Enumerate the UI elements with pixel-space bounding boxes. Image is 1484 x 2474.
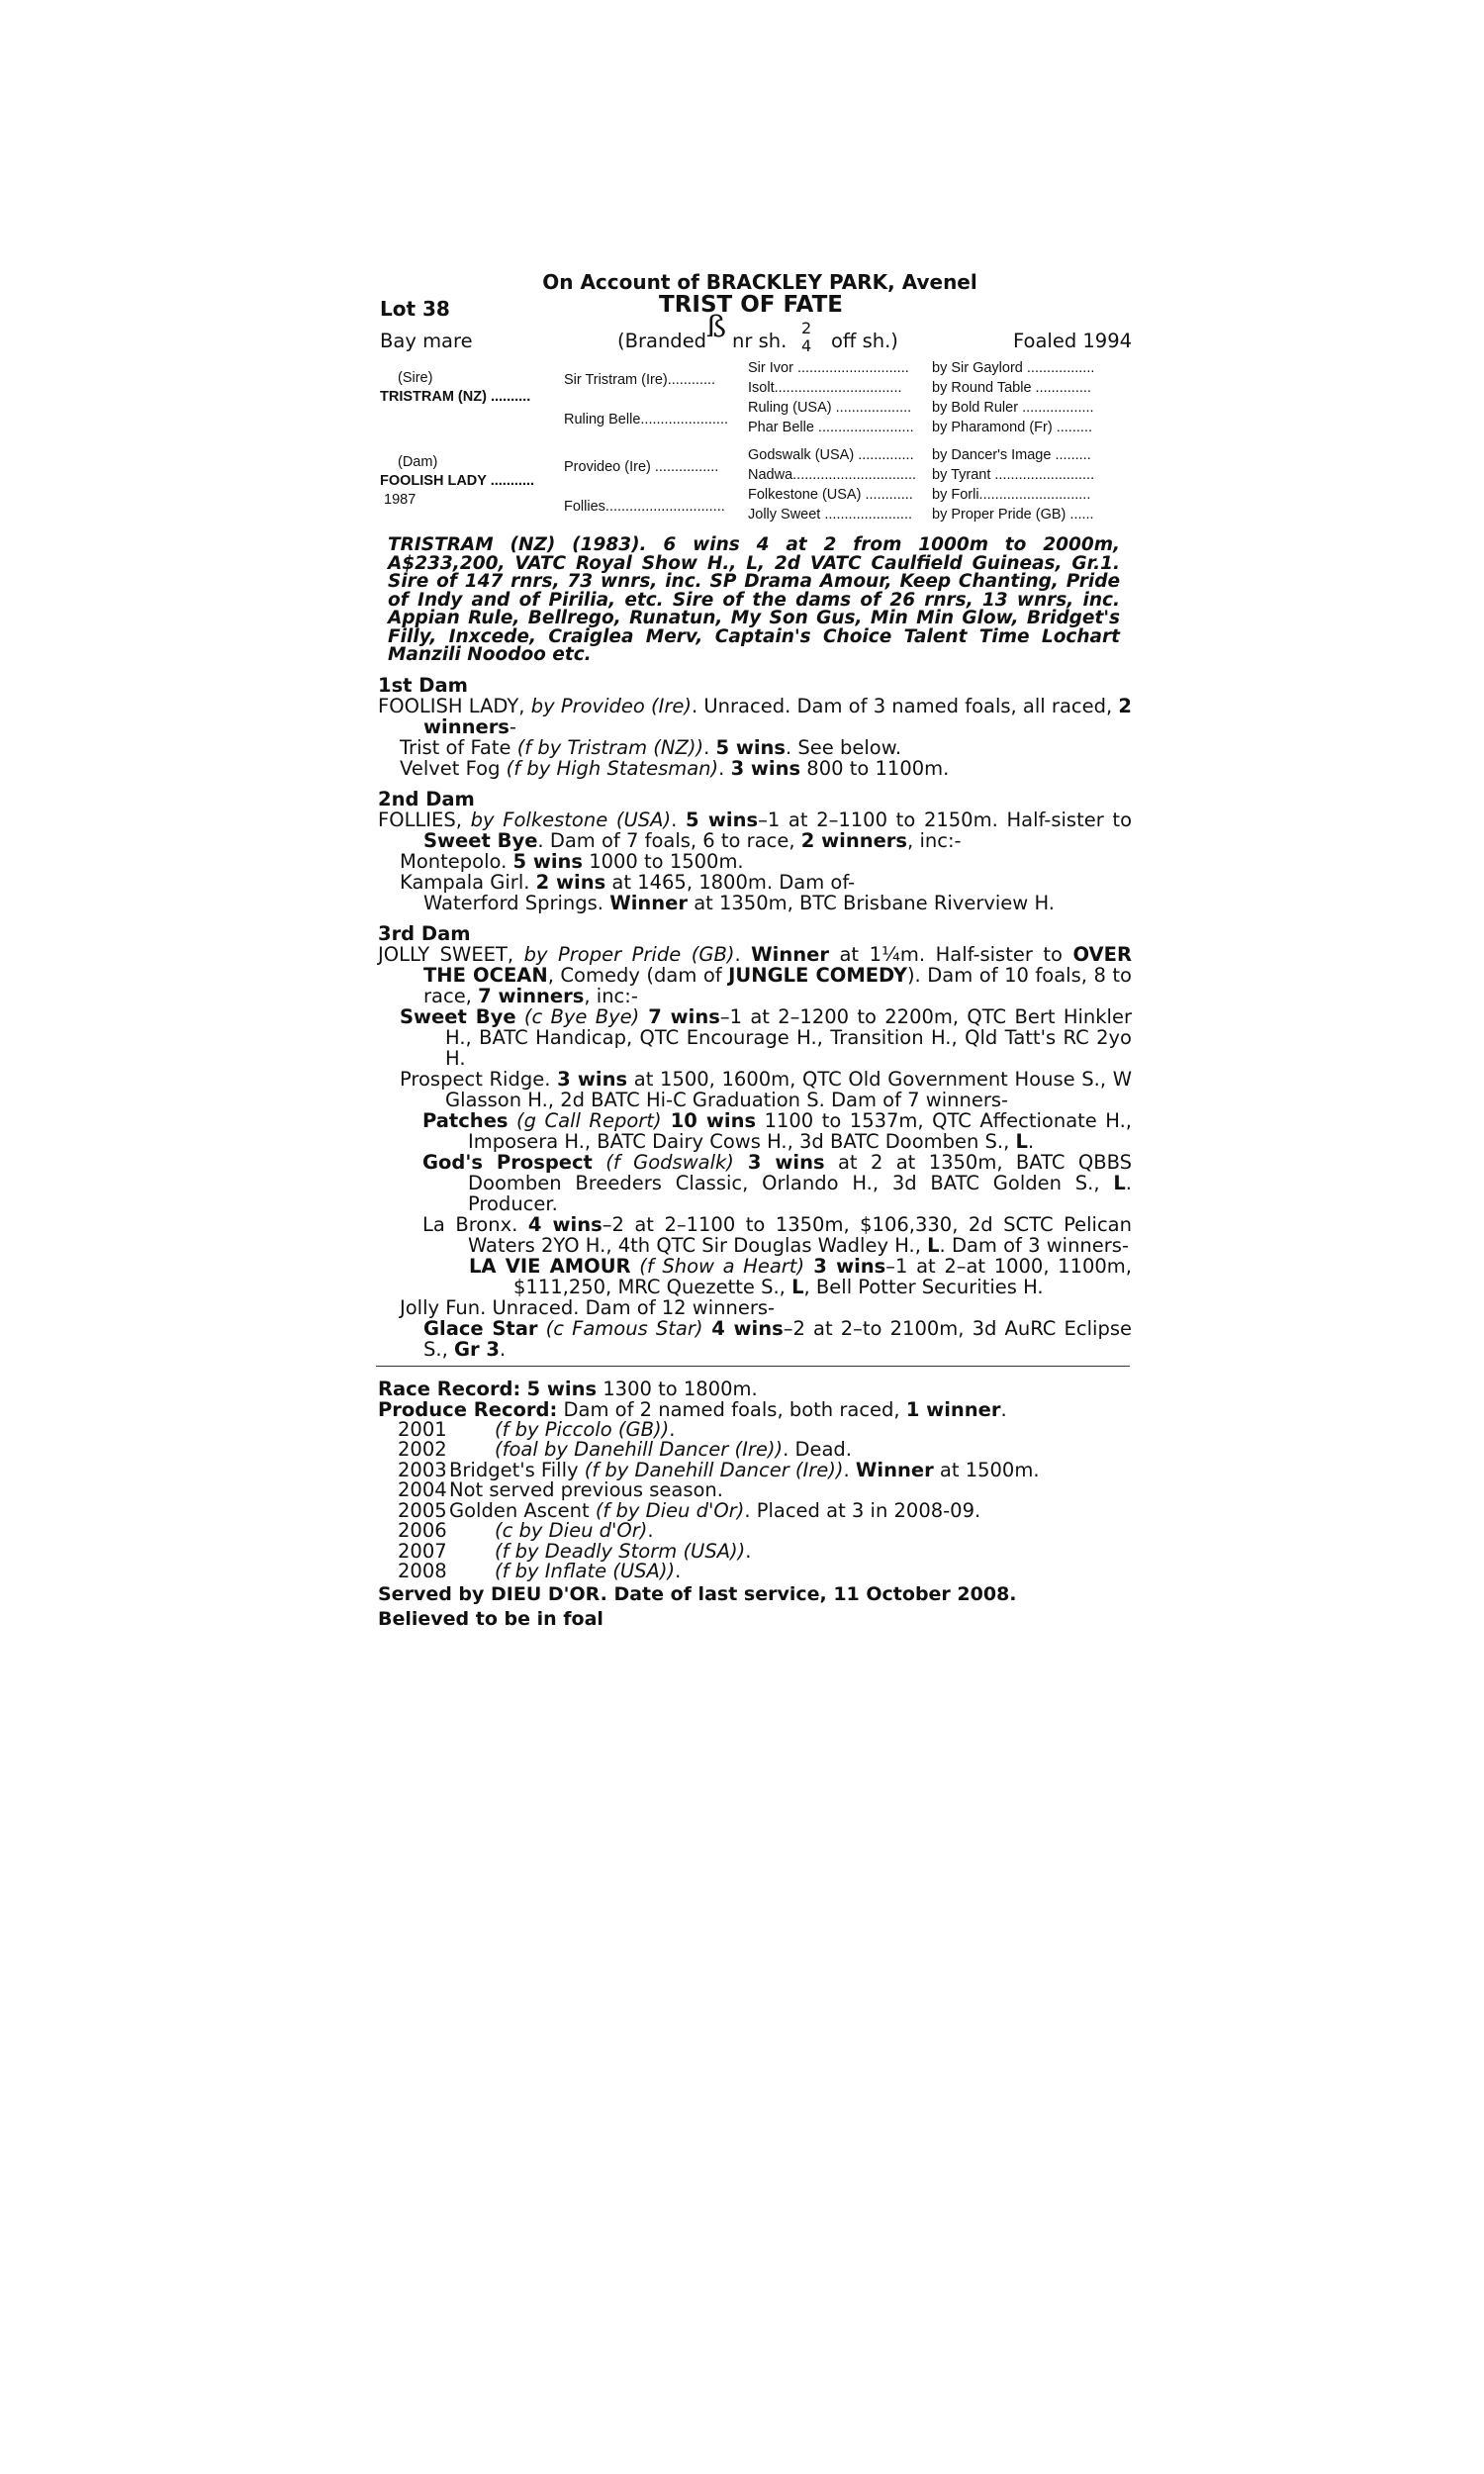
produce-table	[378, 1417, 852, 1461]
g1-dam-sire: Provideo (Ire) ................	[564, 459, 719, 475]
dam3-progeny-prospect-ridge: Prospect Ridge. 3 wins at 1500, 1600m, QTC Old Government House S., W Glasson H., 2d BATC Hi-C Graduation S. Dam of 7 winners-	[400, 1067, 1132, 1111]
table-row: 2006 (c by Dieu d'Or).	[398, 1519, 654, 1542]
pedigree-table	[378, 360, 1132, 528]
dam1-heading: 1st Dam	[378, 673, 468, 697]
g1-sire-sire: Sir Tristram (Ire)............	[564, 372, 716, 388]
g2-3: Phar Belle ........................	[748, 420, 914, 435]
dam3-grandprogeny-gods-prospect: God's Prospect (f Godswalk) 3 wins at 2 at 1350m, BATC QBBS Doomben Breeders Classic, Orlando H., 3d BATC Golden S., L. Producer.	[422, 1150, 1133, 1215]
table-row: 2004 Not served previous season.	[398, 1478, 723, 1501]
color-sex: Bay mare	[380, 330, 473, 352]
lot-number: Lot 38	[380, 297, 450, 321]
brand-nr: nr sh.	[732, 330, 788, 352]
dam3-progeny-sweet-bye: Sweet Bye (c Bye Bye) 7 wins–1 at 2–1200 to 2200m, QTC Bert Hinkler H., BATC Handicap, QTC Encourage H., Transition H., Qld Tatt's RC 2yo H.	[400, 1004, 1132, 1070]
g3-0: by Sir Gaylord .................	[932, 360, 1095, 376]
dam2-grandprogeny-1: Waterford Springs. Winner at 1350m, BTC Brisbane Riverview H.	[423, 891, 1055, 914]
catalogue-page	[378, 272, 1132, 1632]
g2-6: Folkestone (USA) ............	[748, 487, 913, 503]
g2-4: Godswalk (USA) ..............	[748, 447, 914, 463]
dam3-greatgrandprogeny-la-vie-amour: LA VIE AMOUR (f Show a Heart) 3 wins–1 at 2–at 1000, 1100m, $111,250, MRC Quezette S., L, Bell Potter Securities H.	[469, 1254, 1132, 1298]
race-record: Race Record: 5 wins 1300 to 1800m.	[378, 1377, 758, 1400]
dam2-heading: 2nd Dam	[378, 787, 475, 810]
produce-table-later	[378, 1521, 751, 1582]
brand-icon: ß	[706, 310, 727, 344]
g2-0: Sir Ivor ............................	[748, 360, 909, 376]
sire-name: TRISTRAM (NZ) ..........	[380, 389, 531, 405]
dam2-progeny-2: Kampala Girl. 2 wins at 1465, 1800m. Dam of-	[400, 870, 856, 894]
account-line: On Account of BRACKLEY PARK, Avenel	[542, 270, 977, 294]
g3-7: by Proper Pride (GB) ......	[932, 507, 1094, 523]
lot-row	[378, 293, 1132, 323]
brand-off: off sh.)	[831, 330, 898, 352]
g2-1: Isolt................................	[748, 380, 902, 396]
table-row: 2003 Bridget's Filly (f by Danehill Dancer (Ire)). Winner at 1500m.	[398, 1458, 1040, 1481]
dam2-progeny-1: Montepolo. 5 wins 1000 to 1500m.	[400, 849, 744, 873]
table-row: 2001 (f by Piccolo (GB)).	[398, 1417, 676, 1441]
dam-year: 1987	[384, 492, 417, 508]
dam1-text: FOOLISH LADY, by Provideo (Ire). Unraced. Dam of 3 named foals, all raced, 2 winners-	[378, 694, 1132, 738]
dam-label: (Dam)	[398, 454, 438, 470]
brand-num-top: 2	[801, 319, 812, 337]
sire-summary: TRISTRAM (NZ) (1983). 6 wins 4 at 2 from 1000m to 2000m, A$233,200, VATC Royal Show H., L, 2d VATC Caulfield Guineas, Gr.1. Sire of 147 rnrs, 73 wnrs, inc. SP Drama Amour, Keep Chanting, Pride of Indy and of Pirilia, etc. Sire of the dams of 26 rnrs, 13 wnrs, inc. Appian Rule, Bellrego, Runatun, My Son Gus, Min Min Glow, Bridget's Filly, Inxcede, Craiglea Merv, Captain's Choice Talent Time Lochart Manzili Noodoo etc.	[388, 534, 1120, 665]
dam3-heading: 3rd Dam	[378, 921, 471, 945]
section-divider	[376, 1366, 1130, 1367]
g3-1: by Round Table ..............	[932, 380, 1091, 396]
dam3-progeny-jolly-fun: Jolly Fun. Unraced. Dam of 12 winners-	[400, 1295, 776, 1319]
description-row	[378, 310, 1133, 356]
g2-5: Nadwa...............................	[748, 467, 917, 483]
dam3-grandprogeny-patches: Patches (g Call Report) 10 wins 1100 to 1537m, QTC Affectionate H., Imposera H., BATC Dairy Cows H., 3d BATC Doomben S., L.	[422, 1108, 1133, 1153]
g1-dam-dam: Follies..............................	[564, 499, 725, 515]
sire-label: (Sire)	[398, 370, 433, 386]
table-row: 2008 (f by Inflate (USA)).	[398, 1560, 682, 1582]
table-row: 2002 (foal by Danehill Dancer (Ire)). Dead.	[398, 1438, 852, 1461]
brand-prefix: (Branded	[617, 330, 707, 352]
dam3-grandprogeny-glace-star: Glace Star (c Famous Star) 4 wins–2 at 2–to 2100m, 3d AuRC Eclipse S., Gr 3.	[423, 1316, 1132, 1361]
dam3-grandprogeny-la-bronx: La Bronx. 4 wins–2 at 2–1100 to 1350m, $106,330, 2d SCTC Pelican Waters 2YO H., 4th QTC Sir Douglas Wadley H., L. Dam of 3 winners-	[422, 1212, 1132, 1257]
produce-record: Produce Record: Dam of 2 named foals, both raced, 1 winner.	[378, 1397, 1007, 1421]
service-line: Served by DIEU D'OR. Date of last service, 11 October 2008.	[378, 1582, 1017, 1605]
table-row: 2007 (f by Deadly Storm (USA)).	[398, 1539, 752, 1563]
g3-3: by Pharamond (Fr) .........	[932, 420, 1092, 435]
g3-2: by Bold Ruler ..................	[932, 400, 1094, 416]
dam1-progeny-2: Velvet Fog (f by High Statesman). 3 wins 800 to 1100m.	[400, 756, 950, 780]
table-row: 2005 Golden Ascent (f by Dieu d'Or). Placed at 3 in 2008-09.	[398, 1498, 981, 1522]
produce-table-named	[378, 1458, 1040, 1522]
foaled: Foaled 1994	[1013, 330, 1133, 352]
g3-5: by Tyrant .........................	[932, 467, 1095, 483]
g2-7: Jolly Sweet ......................	[748, 507, 913, 523]
dam-name: FOOLISH LADY ...........	[380, 473, 535, 489]
horse-name: TRIST OF FATE	[659, 292, 843, 318]
dam1-progeny-1: Trist of Fate (f by Tristram (NZ)). 5 wins. See below.	[400, 735, 902, 759]
g2-2: Ruling (USA) ...................	[748, 400, 912, 416]
brand-num-bottom: 4	[801, 336, 812, 355]
dam2-text: FOLLIES, by Folkestone (USA). 5 wins–1 at 2–1100 to 2150m. Half-sister to Sweet Bye. Dam of 7 foals, 6 to race, 2 winners, inc:-	[378, 808, 1133, 852]
g3-4: by Dancer's Image .........	[932, 447, 1091, 463]
g3-6: by Forli............................	[932, 487, 1091, 503]
dam3-text: JOLLY SWEET, by Proper Pride (GB). Winner at 1¼m. Half-sister to OVER THE OCEAN, Comedy (dam of JUNGLE COMEDY). Dam of 10 foals, 8 to race, 7 winners, inc:-	[378, 942, 1132, 1007]
foal-status: Believed to be in foal	[378, 1607, 603, 1630]
g1-sire-dam: Ruling Belle......................	[564, 412, 729, 428]
